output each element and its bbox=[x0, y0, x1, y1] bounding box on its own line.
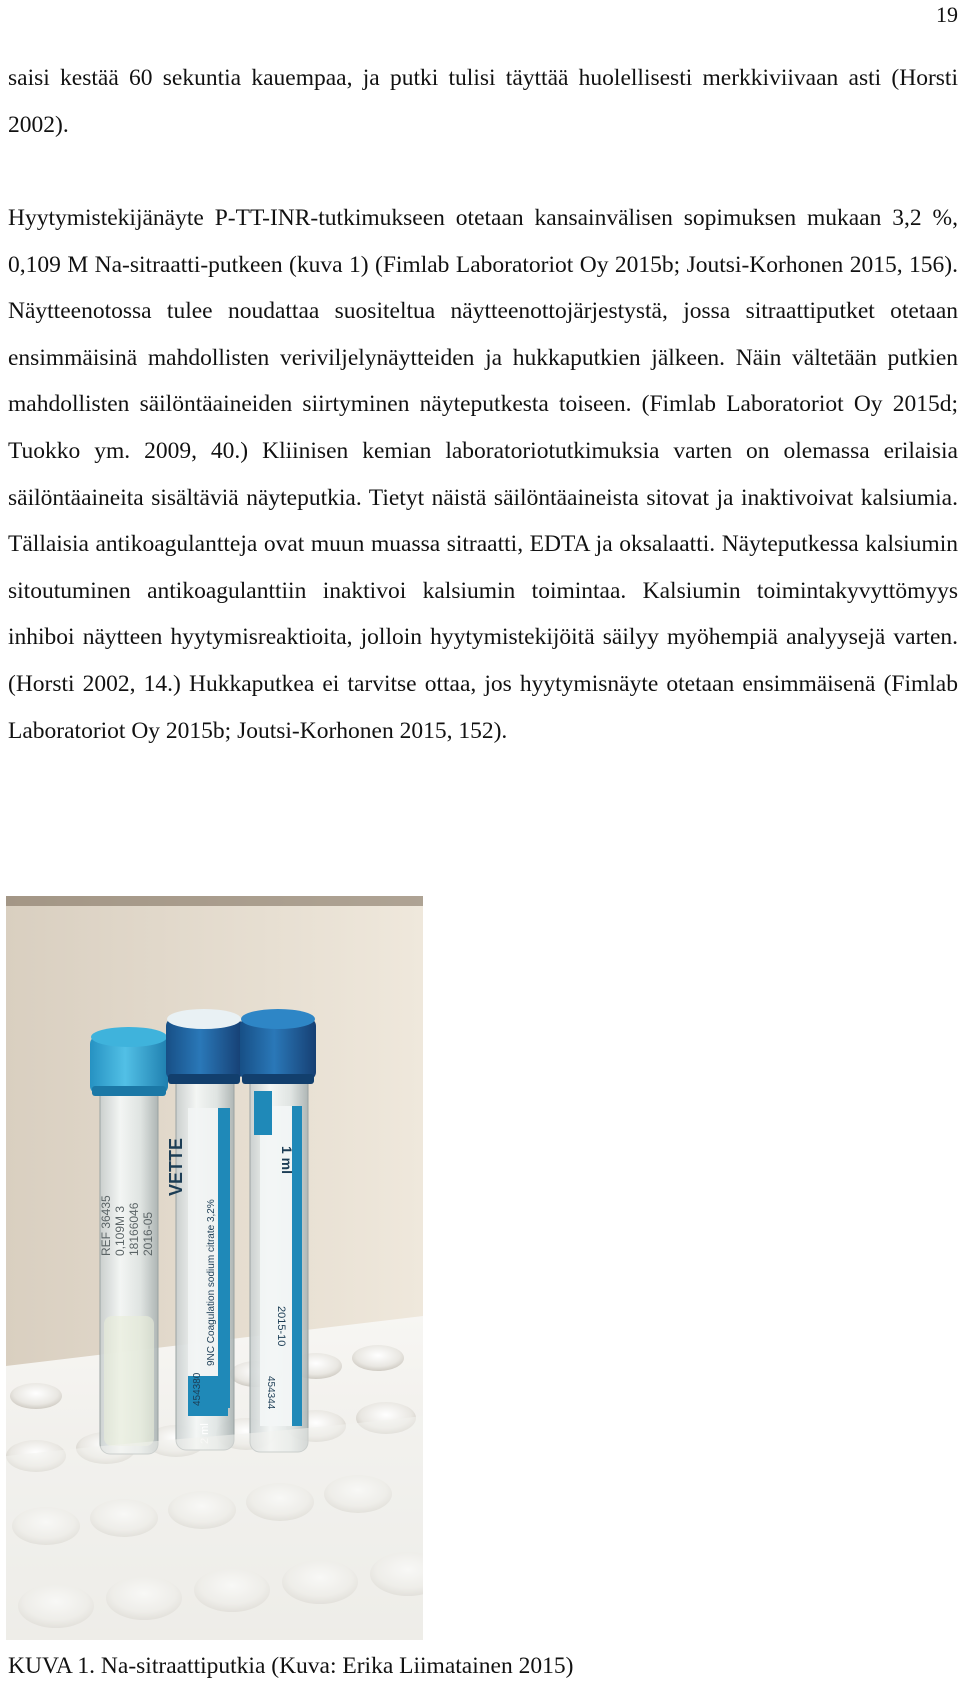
right-tube-code: 454344 bbox=[265, 1376, 276, 1410]
right-tube-volume: 1 ml bbox=[279, 1146, 295, 1175]
left-tube-label-1: REF 36435 bbox=[99, 1195, 113, 1256]
middle-tube-label-code: 454380 bbox=[192, 1372, 203, 1406]
left-tube-label-4: 2016-05 bbox=[141, 1211, 155, 1256]
middle-tube-brand: VETTE bbox=[166, 1137, 186, 1196]
left-tube-label-3: 18166046 bbox=[127, 1202, 141, 1256]
figure-caption: KUVA 1. Na-sitraattiputkia (Kuva: Erika Liimatainen 2015) bbox=[8, 1653, 574, 1679]
left-tube-label-2: 0,109M 3 bbox=[113, 1205, 127, 1256]
middle-tube-volume: 2 ml bbox=[199, 1423, 211, 1444]
right-tube-expiry: 2015-10 bbox=[275, 1306, 287, 1347]
page-number: 19 bbox=[936, 2, 958, 27]
tube-middle bbox=[166, 1009, 242, 1450]
tube-right bbox=[240, 1009, 316, 1452]
citrate-tubes-photo bbox=[6, 896, 423, 1640]
paragraph-2: Hyytymistekijänäyte P-TT-INR-tutkimukseen otetaan kansainvälisen sopimuksen mukaan 3,2 %, 0,109 M Na-sitraatti-putkeen (kuva 1) (Fimlab Laboratoriot Oy 2015b; Joutsi-Korhonen 2015, 156). Näytteenotossa tulee noudattaa suositeltua näytteenottojärjestystä, jossa sitraattiputket otetaan ensimmäisinä mahdollisten veriviljelynäytteiden ja hukkaputkien jälkeen. Näin vältetään putkien mahdollisten säilöntäaineiden siirtyminen näyteputkesta toiseen. (Fimlab Laboratoriot Oy 2015d; Tuokko ym. 2009, 40.) Kliinisen kemian laboratoriotutkimuksia varten on olemassa erilaisia säilöntäaineita sisältäviä näyteputkia. Tietyt näistä säilöntäaineista sitovat ja inaktivoivat kalsiumia. Tällaisia antikoagulantteja ovat muun muassa sitraatti, EDTA ja oksalaatti. Näyteputkessa kalsiumin sitoutuminen antikoagulanttiin inaktivoi kalsiumin toimintaa. Kalsiumin toimintakyvyttömyys inhiboi näytteen hyytymisreaktioita, jolloin hyytymistekijöitä säilyy myöhempiä analyysejä varten. (Horsti 2002, 14.) Hukkaputkea ei tarvitse ottaa, jos hyytymisnäyte otetaan ensimmäisenä (Fimlab Laboratoriot Oy 2015b; Joutsi-Korhonen 2015, 152). bbox=[8, 205, 958, 744]
middle-tube-label-type: 9NC Coagulation sodium citrate 3,2% bbox=[206, 1199, 217, 1366]
paragraph-1: saisi kestää 60 sekuntia kauempaa, ja putki tulisi täyttää huolellisesti merkkiviivaan asti (Horsti 2002). bbox=[8, 65, 958, 138]
tube-left bbox=[90, 1027, 168, 1454]
